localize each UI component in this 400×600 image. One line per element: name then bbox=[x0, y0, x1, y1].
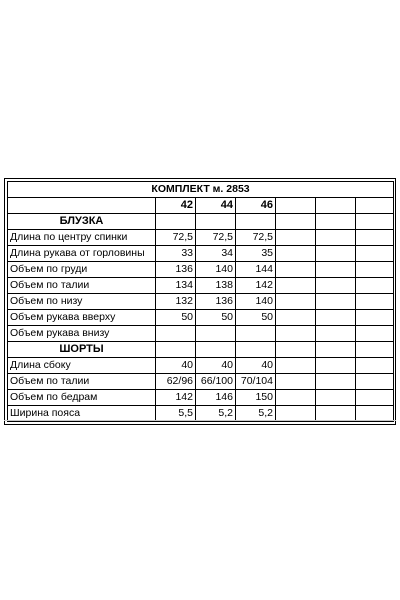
bottom-divider bbox=[4, 420, 396, 421]
measurement-value bbox=[196, 326, 236, 342]
table-row bbox=[8, 374, 394, 390]
size-chart-sheet bbox=[4, 178, 396, 425]
table-body bbox=[8, 182, 394, 422]
empty-cell bbox=[276, 390, 316, 406]
measurement-label: Объем рукава внизу bbox=[8, 326, 156, 342]
measurement-value: 140 bbox=[236, 294, 276, 310]
measurement-label: Объем по бедрам bbox=[8, 390, 156, 406]
table-title: КОМПЛЕКТ м. 2853 bbox=[8, 182, 394, 198]
measurement-value: 72,5 bbox=[236, 230, 276, 246]
measurement-value: 5,2 bbox=[236, 406, 276, 422]
measurement-value: 33 bbox=[156, 246, 196, 262]
empty-cell bbox=[316, 374, 356, 390]
measurement-label: Длина по центру спинки bbox=[8, 230, 156, 246]
empty-cell bbox=[276, 326, 316, 342]
empty-cell bbox=[236, 214, 276, 230]
measurement-value: 138 bbox=[196, 278, 236, 294]
size-header-blank bbox=[8, 198, 156, 214]
measurement-value: 5,5 bbox=[156, 406, 196, 422]
table-row bbox=[8, 230, 394, 246]
measurement-value: 50 bbox=[156, 310, 196, 326]
empty-cell bbox=[316, 310, 356, 326]
measurement-label: Объем по груди bbox=[8, 262, 156, 278]
measurement-value: 136 bbox=[156, 262, 196, 278]
empty-cell bbox=[276, 310, 316, 326]
empty-cell bbox=[356, 214, 394, 230]
empty-cell bbox=[276, 262, 316, 278]
table-row bbox=[8, 390, 394, 406]
measurement-value: 40 bbox=[156, 358, 196, 374]
empty-cell bbox=[276, 230, 316, 246]
measurement-value: 142 bbox=[156, 390, 196, 406]
measurement-value: 34 bbox=[196, 246, 236, 262]
measurement-value: 144 bbox=[236, 262, 276, 278]
empty-cell bbox=[316, 278, 356, 294]
empty-cell bbox=[356, 246, 394, 262]
empty-cell bbox=[356, 390, 394, 406]
size-head-1: 44 bbox=[196, 198, 236, 214]
empty-cell bbox=[356, 198, 394, 214]
empty-cell bbox=[276, 278, 316, 294]
empty-cell bbox=[276, 374, 316, 390]
measurement-value bbox=[156, 326, 196, 342]
measurement-value: 150 bbox=[236, 390, 276, 406]
measurement-value: 50 bbox=[196, 310, 236, 326]
measurement-value: 72,5 bbox=[156, 230, 196, 246]
empty-cell bbox=[356, 278, 394, 294]
empty-cell bbox=[356, 358, 394, 374]
measurement-label: Объем по низу bbox=[8, 294, 156, 310]
empty-cell bbox=[276, 198, 316, 214]
empty-cell bbox=[276, 246, 316, 262]
measurement-value: 142 bbox=[236, 278, 276, 294]
empty-cell bbox=[356, 326, 394, 342]
measurement-value: 70/104 bbox=[236, 374, 276, 390]
empty-cell bbox=[196, 214, 236, 230]
size-head-2: 46 bbox=[236, 198, 276, 214]
size-header-row bbox=[8, 198, 394, 214]
measurement-value: 134 bbox=[156, 278, 196, 294]
measurement-value: 40 bbox=[236, 358, 276, 374]
section-row bbox=[8, 342, 394, 358]
empty-cell bbox=[356, 310, 394, 326]
empty-cell bbox=[356, 294, 394, 310]
empty-cell bbox=[316, 246, 356, 262]
measurement-label: Длина рукава от горловины bbox=[8, 246, 156, 262]
empty-cell bbox=[276, 342, 316, 358]
empty-cell bbox=[276, 358, 316, 374]
empty-cell bbox=[316, 262, 356, 278]
measurement-value: 140 bbox=[196, 262, 236, 278]
measurement-value: 136 bbox=[196, 294, 236, 310]
measurement-label: Ширина пояса bbox=[8, 406, 156, 422]
empty-cell bbox=[196, 342, 236, 358]
measurement-value: 72,5 bbox=[196, 230, 236, 246]
measurement-label: Объем по талии bbox=[8, 278, 156, 294]
section-title: БЛУЗКА bbox=[8, 214, 156, 230]
measurement-value: 40 bbox=[196, 358, 236, 374]
empty-cell bbox=[316, 230, 356, 246]
measurement-label: Длина сбоку bbox=[8, 358, 156, 374]
empty-cell bbox=[316, 390, 356, 406]
measurement-value: 66/100 bbox=[196, 374, 236, 390]
measurement-label: Объем рукава вверху bbox=[8, 310, 156, 326]
empty-cell bbox=[236, 342, 276, 358]
table-row bbox=[8, 326, 394, 342]
measurement-value: 35 bbox=[236, 246, 276, 262]
table-row bbox=[8, 310, 394, 326]
measurement-value bbox=[236, 326, 276, 342]
empty-cell bbox=[316, 294, 356, 310]
empty-cell bbox=[356, 374, 394, 390]
empty-cell bbox=[156, 214, 196, 230]
measurement-value: 50 bbox=[236, 310, 276, 326]
empty-cell bbox=[316, 326, 356, 342]
table-row bbox=[8, 294, 394, 310]
size-table bbox=[7, 181, 394, 422]
table-row bbox=[8, 278, 394, 294]
section-title: ШОРТЫ bbox=[8, 342, 156, 358]
title-row bbox=[8, 182, 394, 198]
empty-cell bbox=[316, 358, 356, 374]
section-row bbox=[8, 214, 394, 230]
empty-cell bbox=[276, 294, 316, 310]
measurement-value: 5,2 bbox=[196, 406, 236, 422]
table-row bbox=[8, 358, 394, 374]
empty-cell bbox=[356, 230, 394, 246]
empty-cell bbox=[356, 262, 394, 278]
measurement-value: 146 bbox=[196, 390, 236, 406]
size-head-0: 42 bbox=[156, 198, 196, 214]
measurement-value: 132 bbox=[156, 294, 196, 310]
empty-cell bbox=[156, 342, 196, 358]
table-row bbox=[8, 262, 394, 278]
empty-cell bbox=[316, 198, 356, 214]
empty-cell bbox=[356, 342, 394, 358]
table-row bbox=[8, 246, 394, 262]
empty-cell bbox=[276, 214, 316, 230]
measurement-label: Объем по талии bbox=[8, 374, 156, 390]
empty-cell bbox=[316, 342, 356, 358]
empty-cell bbox=[316, 214, 356, 230]
measurement-value: 62/96 bbox=[156, 374, 196, 390]
